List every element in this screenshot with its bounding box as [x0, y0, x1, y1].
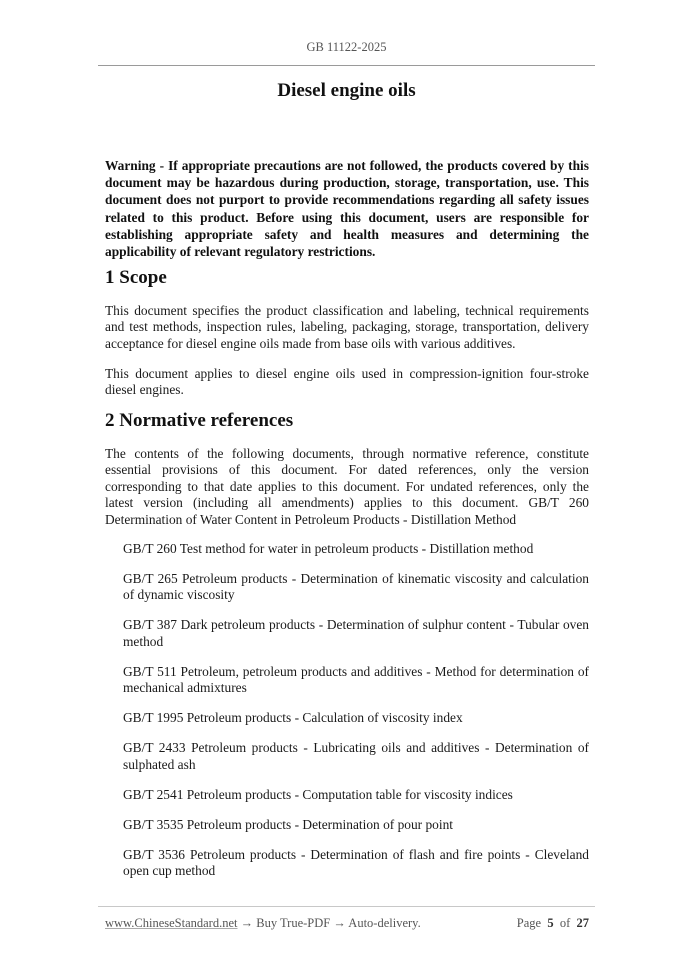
reference-item: GB/T 511 Petroleum, petroleum products and additives - Method for determination of mechanical admixtures	[123, 663, 589, 696]
reference-item: GB/T 3535 Petroleum products - Determination of pour point	[123, 816, 454, 832]
reference-item: GB/T 260 Test method for water in petroleum products - Distillation method	[123, 541, 534, 556]
footer-divider	[98, 906, 595, 907]
page-total: 27	[576, 916, 589, 930]
footer-tagline: → Buy True-PDF → Auto-delivery.	[237, 916, 421, 930]
page-label: Page	[516, 916, 542, 930]
normative-references-intro: The contents of the following documents, through normative reference, constitute essential provisions of this document. For dated references, only the version corresponding to that date applies to this document. For undated references, only the latest version (including all amendments) applies to this document. GB/T 260 Determination of Water Content in Petroleum Products - Distillation Method	[105, 446, 589, 527]
reference-item: GB/T 2433 Petroleum products - Lubricating oils and additives - Determination of sulphated ash	[123, 740, 589, 772]
page-current: 5	[547, 916, 554, 930]
document-title: Diesel engine oils	[277, 80, 416, 101]
section-heading-scope: 1 Scope	[105, 267, 167, 288]
reference-item: GB/T 3536 Petroleum products - Determination of flash and fire points - Cleveland open cup method	[123, 846, 589, 879]
reference-item: GB/T 387 Dark petroleum products - Determination of sulphur content - Tubular oven method	[123, 617, 589, 649]
reference-item: GB/T 1995 Petroleum products - Calculation of viscosity index	[123, 710, 463, 726]
page-of: of	[559, 916, 571, 930]
reference-list	[123, 541, 589, 893]
reference-item: GB/T 265 Petroleum products - Determination of kinematic viscosity and calculation of dynamic viscosity	[123, 571, 589, 603]
warning-notice: Warning - If appropriate precautions are not followed, the products covered by this document may be hazardous during production, storage, transportation, use. This document does not purport to provide recommendations regarding all safety issues related to this product. Before using this document, users are responsible for establishing appropriate safety and health measures and determining the applicability of relevant regulatory restrictions.	[105, 158, 589, 260]
scope-paragraph-1: This document specifies the product classification and labeling, technical requirements and test methods, inspection rules, labeling, packaging, storage, transportation, delivery acceptance for diesel engine oils made from base oils with various additives.	[105, 303, 589, 351]
reference-item: GB/T 2541 Petroleum products - Computation table for viscosity indices	[123, 786, 513, 802]
section-heading-normative-references: 2 Normative references	[105, 410, 294, 431]
footer	[105, 916, 589, 931]
header-divider	[98, 65, 595, 66]
page-indicator	[517, 916, 589, 931]
header-doc-code: GB 11122-2025	[306, 40, 387, 54]
chinesestandard-link[interactable]: www.ChineseStandard.net	[105, 916, 238, 930]
scope-paragraph-2: This document applies to diesel engine oils used in compression-ignition four-stroke diesel engines.	[105, 366, 589, 398]
